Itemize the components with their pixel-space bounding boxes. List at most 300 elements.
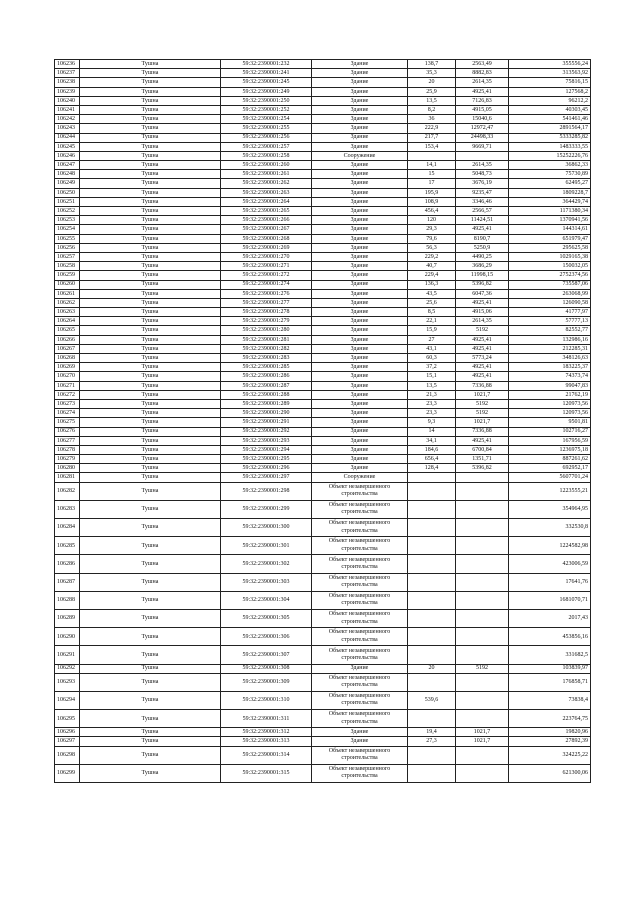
settlement-cell: Тушна xyxy=(80,335,221,344)
cadastral-number-cell: 59:32:2390001:295 xyxy=(221,455,312,464)
cadastral-value-cell: 541461,46 xyxy=(509,115,591,124)
table-row xyxy=(55,289,591,298)
object-type-cell: Здание xyxy=(312,142,408,151)
row-id-cell: 106261 xyxy=(55,289,80,298)
settlement-cell: Тушна xyxy=(80,207,221,216)
unit-value-cell xyxy=(456,519,509,537)
area-cell: 184,6 xyxy=(408,445,456,454)
settlement-cell: Тушна xyxy=(80,646,221,664)
settlement-cell: Тушна xyxy=(80,555,221,573)
area-cell: 20 xyxy=(408,78,456,87)
table-row xyxy=(55,390,591,399)
table-row xyxy=(55,243,591,252)
table-row xyxy=(55,710,591,728)
row-id-cell: 106238 xyxy=(55,78,80,87)
unit-value-cell: 5192 xyxy=(456,664,509,673)
cadastral-value-cell: 15252226,76 xyxy=(509,151,591,160)
cadastral-number-cell: 59:32:2390001:300 xyxy=(221,519,312,537)
cadastral-number-cell: 59:32:2390001:312 xyxy=(221,728,312,737)
object-type-cell: Объект незавершенного строительства xyxy=(312,628,408,646)
row-id-cell: 106286 xyxy=(55,555,80,573)
settlement-cell: Тушна xyxy=(80,179,221,188)
cadastral-number-cell: 59:32:2390001:281 xyxy=(221,335,312,344)
object-type-cell: Здание xyxy=(312,216,408,225)
area-cell: 79,6 xyxy=(408,234,456,243)
cadastral-number-cell: 59:32:2390001:309 xyxy=(221,673,312,691)
table-row xyxy=(55,555,591,573)
cadastral-value-cell: 82552,77 xyxy=(509,326,591,335)
table-row xyxy=(55,673,591,691)
cadastral-number-cell: 59:32:2390001:289 xyxy=(221,399,312,408)
cadastral-number-cell: 59:32:2390001:258 xyxy=(221,151,312,160)
object-type-cell: Объект незавершенного строительства xyxy=(312,591,408,609)
settlement-cell: Тушна xyxy=(80,363,221,372)
cadastral-value-cell: 73838,4 xyxy=(509,691,591,709)
unit-value-cell xyxy=(456,555,509,573)
cadastral-number-cell: 59:32:2390001:264 xyxy=(221,197,312,206)
settlement-cell: Тушна xyxy=(80,436,221,445)
row-id-cell: 106256 xyxy=(55,243,80,252)
cadastral-value-cell: 324225,22 xyxy=(509,746,591,764)
row-id-cell: 106258 xyxy=(55,262,80,271)
settlement-cell: Тушна xyxy=(80,142,221,151)
object-type-cell: Здание xyxy=(312,455,408,464)
cadastral-number-cell: 59:32:2390001:265 xyxy=(221,207,312,216)
unit-value-cell: 5192 xyxy=(456,399,509,408)
unit-value-cell: 4925,41 xyxy=(456,87,509,96)
unit-value-cell: 4925,41 xyxy=(456,344,509,353)
area-cell: 13,5 xyxy=(408,381,456,390)
row-id-cell: 106263 xyxy=(55,308,80,317)
area-cell xyxy=(408,710,456,728)
unit-value-cell: 1351,71 xyxy=(456,455,509,464)
unit-value-cell: 1021,7 xyxy=(456,390,509,399)
row-id-cell: 106259 xyxy=(55,271,80,280)
area-cell xyxy=(408,673,456,691)
cadastral-value-cell: 1171380,34 xyxy=(509,207,591,216)
cadastral-number-cell: 59:32:2390001:283 xyxy=(221,354,312,363)
settlement-cell: Тушна xyxy=(80,262,221,271)
unit-value-cell: 24498,33 xyxy=(456,133,509,142)
table-row xyxy=(55,537,591,555)
table-row xyxy=(55,363,591,372)
object-type-cell: Здание xyxy=(312,225,408,234)
object-type-cell: Здание xyxy=(312,308,408,317)
unit-value-cell: 3686,29 xyxy=(456,262,509,271)
row-id-cell: 106270 xyxy=(55,372,80,381)
settlement-cell: Тушна xyxy=(80,691,221,709)
object-type-cell: Здание xyxy=(312,207,408,216)
cadastral-value-cell: 223764,75 xyxy=(509,710,591,728)
object-type-cell: Здание xyxy=(312,188,408,197)
cadastral-number-cell: 59:32:2390001:285 xyxy=(221,363,312,372)
cadastral-value-cell: 1029165,38 xyxy=(509,252,591,261)
cadastral-value-cell: 120973,56 xyxy=(509,399,591,408)
object-type-cell: Здание xyxy=(312,115,408,124)
table-row xyxy=(55,105,591,114)
object-type-cell: Объект незавершенного строительства xyxy=(312,573,408,591)
settlement-cell: Тушна xyxy=(80,151,221,160)
unit-value-cell: 5396,82 xyxy=(456,280,509,289)
object-type-cell: Объект незавершенного строительства xyxy=(312,673,408,691)
table-body xyxy=(55,60,591,783)
cadastral-value-cell: 263068,99 xyxy=(509,289,591,298)
cadastral-value-cell: 423006,59 xyxy=(509,555,591,573)
document-page xyxy=(54,59,590,783)
area-cell: 8,5 xyxy=(408,308,456,317)
area-cell xyxy=(408,473,456,482)
unit-value-cell: 2614,35 xyxy=(456,161,509,170)
unit-value-cell: 4925,41 xyxy=(456,372,509,381)
cadastral-number-cell: 59:32:2390001:313 xyxy=(221,737,312,746)
table-row xyxy=(55,262,591,271)
row-id-cell: 106243 xyxy=(55,124,80,133)
object-type-cell: Здание xyxy=(312,179,408,188)
area-cell xyxy=(408,482,456,500)
unit-value-cell: 7126,83 xyxy=(456,96,509,105)
row-id-cell: 106287 xyxy=(55,573,80,591)
settlement-cell: Тушна xyxy=(80,344,221,353)
area-cell: 35,3 xyxy=(408,69,456,78)
settlement-cell: Тушна xyxy=(80,271,221,280)
table-row xyxy=(55,728,591,737)
object-type-cell: Здание xyxy=(312,161,408,170)
area-cell xyxy=(408,591,456,609)
area-cell: 17 xyxy=(408,179,456,188)
cadastral-number-cell: 59:32:2390001:299 xyxy=(221,500,312,518)
settlement-cell: Тушна xyxy=(80,170,221,179)
settlement-cell: Тушна xyxy=(80,728,221,737)
cadastral-value-cell: 2891564,17 xyxy=(509,124,591,133)
cadastral-number-cell: 59:32:2390001:263 xyxy=(221,188,312,197)
area-cell: 25,6 xyxy=(408,298,456,307)
settlement-cell: Тушна xyxy=(80,317,221,326)
table-row xyxy=(55,216,591,225)
table-row xyxy=(55,427,591,436)
row-id-cell: 106288 xyxy=(55,591,80,609)
unit-value-cell: 6047,36 xyxy=(456,289,509,298)
row-id-cell: 106279 xyxy=(55,455,80,464)
unit-value-cell: 4915,06 xyxy=(456,308,509,317)
cadastral-value-cell: 9501,81 xyxy=(509,418,591,427)
cadastral-number-cell: 59:32:2390001:280 xyxy=(221,326,312,335)
unit-value-cell xyxy=(456,764,509,782)
row-id-cell: 106285 xyxy=(55,537,80,555)
table-row xyxy=(55,335,591,344)
row-id-cell: 106242 xyxy=(55,115,80,124)
cadastral-number-cell: 59:32:2390001:292 xyxy=(221,427,312,436)
cadastral-value-cell: 144314,61 xyxy=(509,225,591,234)
unit-value-cell: 9235,47 xyxy=(456,188,509,197)
row-id-cell: 106252 xyxy=(55,207,80,216)
object-type-cell: Здание xyxy=(312,69,408,78)
area-cell: 13,5 xyxy=(408,96,456,105)
cadastral-number-cell: 59:32:2390001:310 xyxy=(221,691,312,709)
cadastral-value-cell: 62495,27 xyxy=(509,179,591,188)
cadastral-number-cell: 59:32:2390001:267 xyxy=(221,225,312,234)
unit-value-cell: 1021,7 xyxy=(456,418,509,427)
object-type-cell: Здание xyxy=(312,298,408,307)
settlement-cell: Тушна xyxy=(80,591,221,609)
table-row xyxy=(55,124,591,133)
object-type-cell: Здание xyxy=(312,78,408,87)
cadastral-value-cell: 96212,2 xyxy=(509,96,591,105)
row-id-cell: 106239 xyxy=(55,87,80,96)
table-row xyxy=(55,664,591,673)
cadastral-value-cell: 126090,58 xyxy=(509,298,591,307)
settlement-cell: Тушна xyxy=(80,124,221,133)
row-id-cell: 106284 xyxy=(55,519,80,537)
object-type-cell: Здание xyxy=(312,170,408,179)
area-cell: 27,3 xyxy=(408,737,456,746)
unit-value-cell xyxy=(456,500,509,518)
object-type-cell: Здание xyxy=(312,317,408,326)
area-cell xyxy=(408,628,456,646)
area-cell: 15,1 xyxy=(408,372,456,381)
table-row xyxy=(55,115,591,124)
area-cell: 56,3 xyxy=(408,243,456,252)
row-id-cell: 106246 xyxy=(55,151,80,160)
object-type-cell: Здание xyxy=(312,60,408,69)
row-id-cell: 106249 xyxy=(55,179,80,188)
row-id-cell: 106292 xyxy=(55,664,80,673)
settlement-cell: Тушна xyxy=(80,710,221,728)
cadastral-value-cell: 1223555,21 xyxy=(509,482,591,500)
cadastral-value-cell: 5333285,82 xyxy=(509,133,591,142)
cadastral-number-cell: 59:32:2390001:279 xyxy=(221,317,312,326)
cadastral-table xyxy=(54,59,591,783)
cadastral-number-cell: 59:32:2390001:287 xyxy=(221,381,312,390)
area-cell xyxy=(408,746,456,764)
unit-value-cell: 3676,19 xyxy=(456,179,509,188)
row-id-cell: 106267 xyxy=(55,344,80,353)
object-type-cell: Объект незавершенного строительства xyxy=(312,537,408,555)
area-cell: 15,9 xyxy=(408,326,456,335)
area-cell: 222,9 xyxy=(408,124,456,133)
cadastral-number-cell: 59:32:2390001:302 xyxy=(221,555,312,573)
cadastral-number-cell: 59:32:2390001:278 xyxy=(221,308,312,317)
unit-value-cell xyxy=(456,573,509,591)
unit-value-cell xyxy=(456,691,509,709)
settlement-cell: Тушна xyxy=(80,482,221,500)
area-cell: 539,6 xyxy=(408,691,456,709)
unit-value-cell xyxy=(456,609,509,627)
area-cell: 22,1 xyxy=(408,317,456,326)
cadastral-number-cell: 59:32:2390001:303 xyxy=(221,573,312,591)
table-row xyxy=(55,271,591,280)
table-row xyxy=(55,60,591,69)
settlement-cell: Тушна xyxy=(80,87,221,96)
row-id-cell: 106272 xyxy=(55,390,80,399)
cadastral-value-cell: 651979,47 xyxy=(509,234,591,243)
cadastral-value-cell: 1224582,98 xyxy=(509,537,591,555)
cadastral-number-cell: 59:32:2390001:261 xyxy=(221,170,312,179)
cadastral-number-cell: 59:32:2390001:268 xyxy=(221,234,312,243)
table-row xyxy=(55,436,591,445)
object-type-cell: Здание xyxy=(312,390,408,399)
object-type-cell: Объект незавершенного строительства xyxy=(312,691,408,709)
cadastral-value-cell: 1483333,55 xyxy=(509,142,591,151)
cadastral-value-cell: 21762,19 xyxy=(509,390,591,399)
cadastral-value-cell: 183225,37 xyxy=(509,363,591,372)
unit-value-cell: 5192 xyxy=(456,326,509,335)
settlement-cell: Тушна xyxy=(80,161,221,170)
object-type-cell: Здание xyxy=(312,464,408,473)
cadastral-value-cell: 1236975,18 xyxy=(509,445,591,454)
cadastral-number-cell: 59:32:2390001:249 xyxy=(221,87,312,96)
settlement-cell: Тушна xyxy=(80,225,221,234)
area-cell: 23,3 xyxy=(408,409,456,418)
table-row xyxy=(55,418,591,427)
settlement-cell: Тушна xyxy=(80,252,221,261)
table-row xyxy=(55,87,591,96)
cadastral-number-cell: 59:32:2390001:282 xyxy=(221,344,312,353)
row-id-cell: 106299 xyxy=(55,764,80,782)
area-cell xyxy=(408,555,456,573)
cadastral-value-cell: 17641,76 xyxy=(509,573,591,591)
cadastral-number-cell: 59:32:2390001:297 xyxy=(221,473,312,482)
settlement-cell: Тушна xyxy=(80,372,221,381)
object-type-cell: Объект незавершенного строительства xyxy=(312,519,408,537)
settlement-cell: Тушна xyxy=(80,628,221,646)
row-id-cell: 106250 xyxy=(55,188,80,197)
row-id-cell: 106244 xyxy=(55,133,80,142)
cadastral-number-cell: 59:32:2390001:308 xyxy=(221,664,312,673)
area-cell xyxy=(408,519,456,537)
unit-value-cell: 7336,88 xyxy=(456,381,509,390)
row-id-cell: 106289 xyxy=(55,609,80,627)
cadastral-value-cell: 1370941,56 xyxy=(509,216,591,225)
area-cell: 136,3 xyxy=(408,280,456,289)
unit-value-cell: 1021,7 xyxy=(456,728,509,737)
table-row xyxy=(55,326,591,335)
settlement-cell: Тушна xyxy=(80,464,221,473)
unit-value-cell: 6700,84 xyxy=(456,445,509,454)
row-id-cell: 106254 xyxy=(55,225,80,234)
cadastral-value-cell: 102716,27 xyxy=(509,427,591,436)
object-type-cell: Здание xyxy=(312,96,408,105)
table-row xyxy=(55,188,591,197)
cadastral-value-cell: 331682,5 xyxy=(509,646,591,664)
cadastral-number-cell: 59:32:2390001:252 xyxy=(221,105,312,114)
object-type-cell: Здание xyxy=(312,326,408,335)
unit-value-cell: 12972,47 xyxy=(456,124,509,133)
object-type-cell: Здание xyxy=(312,133,408,142)
area-cell: 108,9 xyxy=(408,197,456,206)
cadastral-value-cell: 295625,58 xyxy=(509,243,591,252)
object-type-cell: Здание xyxy=(312,354,408,363)
table-row xyxy=(55,161,591,170)
settlement-cell: Тушна xyxy=(80,188,221,197)
object-type-cell: Объект незавершенного строительства xyxy=(312,764,408,782)
cadastral-value-cell: 27892,39 xyxy=(509,737,591,746)
object-type-cell: Здание xyxy=(312,418,408,427)
cadastral-number-cell: 59:32:2390001:241 xyxy=(221,69,312,78)
object-type-cell: Здание xyxy=(312,363,408,372)
settlement-cell: Тушна xyxy=(80,308,221,317)
cadastral-number-cell: 59:32:2390001:296 xyxy=(221,464,312,473)
unit-value-cell xyxy=(456,710,509,728)
area-cell: 43,5 xyxy=(408,289,456,298)
table-row xyxy=(55,372,591,381)
settlement-cell: Тушна xyxy=(80,197,221,206)
cadastral-value-cell: 2017,43 xyxy=(509,609,591,627)
unit-value-cell xyxy=(456,473,509,482)
object-type-cell: Здание xyxy=(312,105,408,114)
unit-value-cell: 4925,41 xyxy=(456,225,509,234)
cadastral-number-cell: 59:32:2390001:306 xyxy=(221,628,312,646)
unit-value-cell: 4925,41 xyxy=(456,298,509,307)
cadastral-value-cell: 74373,74 xyxy=(509,372,591,381)
unit-value-cell xyxy=(456,482,509,500)
table-row xyxy=(55,591,591,609)
settlement-cell: Тушна xyxy=(80,234,221,243)
cadastral-value-cell: 57777,13 xyxy=(509,317,591,326)
object-type-cell: Здание xyxy=(312,436,408,445)
row-id-cell: 106247 xyxy=(55,161,80,170)
row-id-cell: 106264 xyxy=(55,317,80,326)
settlement-cell: Тушна xyxy=(80,289,221,298)
object-type-cell: Здание xyxy=(312,664,408,673)
area-cell: 229,4 xyxy=(408,271,456,280)
area-cell: 43,1 xyxy=(408,344,456,353)
object-type-cell: Здание xyxy=(312,197,408,206)
area-cell: 229,2 xyxy=(408,252,456,261)
object-type-cell: Здание xyxy=(312,445,408,454)
cadastral-value-cell: 354964,95 xyxy=(509,500,591,518)
object-type-cell: Здание xyxy=(312,737,408,746)
settlement-cell: Тушна xyxy=(80,115,221,124)
unit-value-cell: 5773,24 xyxy=(456,354,509,363)
cadastral-value-cell: 176858,71 xyxy=(509,673,591,691)
cadastral-number-cell: 59:32:2390001:301 xyxy=(221,537,312,555)
area-cell: 20 xyxy=(408,664,456,673)
row-id-cell: 106283 xyxy=(55,500,80,518)
cadastral-value-cell: 453856,16 xyxy=(509,628,591,646)
table-row xyxy=(55,234,591,243)
unit-value-cell: 2563,49 xyxy=(456,60,509,69)
row-id-cell: 106265 xyxy=(55,326,80,335)
unit-value-cell: 4490,25 xyxy=(456,252,509,261)
settlement-cell: Тушна xyxy=(80,390,221,399)
unit-value-cell: 2614,35 xyxy=(456,317,509,326)
settlement-cell: Тушна xyxy=(80,537,221,555)
area-cell: 9,3 xyxy=(408,418,456,427)
row-id-cell: 106281 xyxy=(55,473,80,482)
settlement-cell: Тушна xyxy=(80,409,221,418)
area-cell: 29,3 xyxy=(408,225,456,234)
row-id-cell: 106274 xyxy=(55,409,80,418)
cadastral-number-cell: 59:32:2390001:286 xyxy=(221,372,312,381)
settlement-cell: Тушна xyxy=(80,500,221,518)
table-row xyxy=(55,207,591,216)
cadastral-value-cell: 1809228,7 xyxy=(509,188,591,197)
table-row xyxy=(55,381,591,390)
area-cell: 37,2 xyxy=(408,363,456,372)
cadastral-number-cell: 59:32:2390001:256 xyxy=(221,133,312,142)
object-type-cell: Объект незавершенного строительства xyxy=(312,609,408,627)
row-id-cell: 106269 xyxy=(55,363,80,372)
cadastral-value-cell: 621300,06 xyxy=(509,764,591,782)
row-id-cell: 106237 xyxy=(55,69,80,78)
row-id-cell: 106271 xyxy=(55,381,80,390)
unit-value-cell xyxy=(456,746,509,764)
table-row xyxy=(55,69,591,78)
object-type-cell: Объект незавершенного строительства xyxy=(312,646,408,664)
unit-value-cell: 11424,51 xyxy=(456,216,509,225)
unit-value-cell xyxy=(456,646,509,664)
settlement-cell: Тушна xyxy=(80,60,221,69)
